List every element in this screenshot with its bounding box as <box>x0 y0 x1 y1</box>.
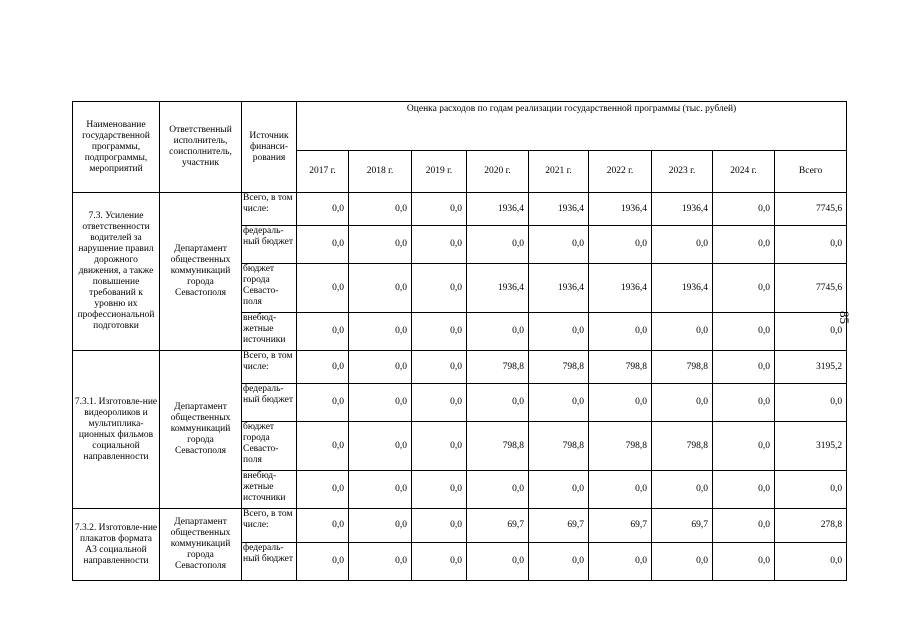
funding-source-cell: федераль-ный бюджет <box>242 226 297 264</box>
year-value-cell: 0,0 <box>589 471 652 509</box>
funding-source-cell: бюджет города Севасто-поля <box>242 422 297 471</box>
executor-cell: Департамент общественных коммуникаций города Севастополя <box>160 193 242 351</box>
year-value-cell: 0,0 <box>297 422 349 471</box>
year-value-cell: 798,8 <box>652 422 713 471</box>
year-value-cell: 0,0 <box>713 543 775 581</box>
header-name-cell <box>73 102 160 193</box>
year-value-cell: 0,0 <box>713 351 775 384</box>
year-value-cell: 0,0 <box>412 351 467 384</box>
budget-table <box>72 101 847 581</box>
total-value-cell: 0,0 <box>775 384 847 422</box>
funding-source-cell: Всего, в том числе: <box>242 509 297 543</box>
year-value-cell: 798,8 <box>467 422 529 471</box>
funding-source-cell: Всего, в том числе: <box>242 351 297 384</box>
year-value-cell: 0,0 <box>652 471 713 509</box>
header-year-cell: 2017 г. <box>297 151 349 193</box>
year-value-cell: 0,0 <box>412 193 467 226</box>
year-value-cell: 1936,4 <box>467 264 529 313</box>
year-value-cell: 0,0 <box>349 226 412 264</box>
total-value-cell: 278,8 <box>775 509 847 543</box>
year-value-cell: 0,0 <box>412 422 467 471</box>
header-year-cell: 2022 г. <box>589 151 652 193</box>
header-estimate-cell <box>297 102 847 151</box>
year-value-cell: 1936,4 <box>652 193 713 226</box>
table-row <box>73 351 847 384</box>
year-value-cell: 798,8 <box>467 351 529 384</box>
total-value-cell: 7745,6 <box>775 193 847 226</box>
year-value-cell: 0,0 <box>713 193 775 226</box>
year-value-cell: 0,0 <box>529 471 589 509</box>
funding-source-cell: внебюд-жетные источники <box>242 313 297 351</box>
year-value-cell: 0,0 <box>297 509 349 543</box>
year-value-cell: 0,0 <box>412 226 467 264</box>
year-value-cell: 0,0 <box>349 264 412 313</box>
year-value-cell: 0,0 <box>713 471 775 509</box>
table-row <box>73 509 847 543</box>
executor-cell: Департамент общественных коммуникаций города Севастополя <box>160 509 242 581</box>
total-value-cell: 0,0 <box>775 313 847 351</box>
year-value-cell: 0,0 <box>589 384 652 422</box>
year-value-cell: 0,0 <box>467 543 529 581</box>
year-value-cell: 798,8 <box>589 422 652 471</box>
year-value-cell: 0,0 <box>467 384 529 422</box>
total-value-cell: 0,0 <box>775 471 847 509</box>
program-name-cell: 7.3.1. Изготовле-ние видеороликов и мультиплика-ционных фильмов социальной направленности <box>73 351 160 509</box>
year-value-cell: 0,0 <box>349 422 412 471</box>
year-value-cell: 0,0 <box>297 384 349 422</box>
year-value-cell: 0,0 <box>297 226 349 264</box>
year-value-cell: 69,7 <box>652 509 713 543</box>
year-value-cell: 0,0 <box>412 313 467 351</box>
program-name-cell: 7.3.2. Изготовле-ние плакатов формата А3 социальной направленности <box>73 509 160 581</box>
year-value-cell: 69,7 <box>589 509 652 543</box>
header-year-cell: 2019 г. <box>412 151 467 193</box>
year-value-cell: 0,0 <box>297 471 349 509</box>
year-value-cell: 1936,4 <box>529 264 589 313</box>
total-value-cell: 0,0 <box>775 543 847 581</box>
year-value-cell: 0,0 <box>652 226 713 264</box>
header-source-cell <box>242 102 297 193</box>
header-year-cell: 2018 г. <box>349 151 412 193</box>
year-value-cell: 0,0 <box>652 313 713 351</box>
year-value-cell: 798,8 <box>589 351 652 384</box>
header-executor-cell <box>160 102 242 193</box>
year-value-cell: 0,0 <box>412 543 467 581</box>
year-value-cell: 798,8 <box>529 351 589 384</box>
year-value-cell: 0,0 <box>652 543 713 581</box>
year-value-cell: 0,0 <box>349 543 412 581</box>
year-value-cell: 0,0 <box>412 384 467 422</box>
year-value-cell: 0,0 <box>713 313 775 351</box>
year-value-cell: 69,7 <box>467 509 529 543</box>
funding-source-cell: федераль-ный бюджет <box>242 543 297 581</box>
year-value-cell: 0,0 <box>467 471 529 509</box>
year-value-cell: 0,0 <box>713 264 775 313</box>
header-year-cell: 2021 г. <box>529 151 589 193</box>
year-value-cell: 0,0 <box>297 264 349 313</box>
year-value-cell: 0,0 <box>713 384 775 422</box>
funding-source-cell: внебюд-жетные источники <box>242 471 297 509</box>
page-number: 85 <box>837 311 852 324</box>
header-estimate-label: Оценка расходов по годам реализации государственной программы (тыс. рублей) <box>406 104 737 114</box>
funding-source-cell: бюджет города Севасто-поля <box>242 264 297 313</box>
table-row <box>73 193 847 226</box>
year-value-cell: 1936,4 <box>589 193 652 226</box>
year-value-cell: 0,0 <box>589 313 652 351</box>
header-executor-label: Ответственный исполнитель, соисполнитель, участник <box>169 125 232 168</box>
year-value-cell: 0,0 <box>297 313 349 351</box>
year-value-cell: 0,0 <box>412 264 467 313</box>
year-value-cell: 1936,4 <box>467 193 529 226</box>
year-value-cell: 0,0 <box>297 543 349 581</box>
year-value-cell: 0,0 <box>349 313 412 351</box>
year-value-cell: 0,0 <box>297 351 349 384</box>
year-value-cell: 0,0 <box>652 384 713 422</box>
year-value-cell: 0,0 <box>467 313 529 351</box>
header-total-cell: Всего <box>775 151 847 193</box>
year-value-cell: 0,0 <box>349 471 412 509</box>
year-value-cell: 1936,4 <box>589 264 652 313</box>
header-year-cell: 2024 г. <box>713 151 775 193</box>
year-value-cell: 0,0 <box>412 471 467 509</box>
year-value-cell: 0,0 <box>529 226 589 264</box>
total-value-cell: 0,0 <box>775 226 847 264</box>
program-name-cell: 7.3. Усиление ответственности водителей за нарушение правил дорожного движения, а также повышение требований к уровню их профессиональной подготовки <box>73 193 160 351</box>
total-value-cell: 7745,6 <box>775 264 847 313</box>
year-value-cell: 0,0 <box>529 313 589 351</box>
year-value-cell: 0,0 <box>713 422 775 471</box>
total-value-cell: 3195,2 <box>775 351 847 384</box>
year-value-cell: 798,8 <box>529 422 589 471</box>
year-value-cell: 0,0 <box>349 384 412 422</box>
year-value-cell: 0,0 <box>349 351 412 384</box>
year-value-cell: 0,0 <box>349 193 412 226</box>
year-value-cell: 0,0 <box>467 226 529 264</box>
year-value-cell: 0,0 <box>349 509 412 543</box>
year-value-cell: 798,8 <box>652 351 713 384</box>
header-source-label: Источник финанси-рования <box>249 130 289 163</box>
year-value-cell: 0,0 <box>412 509 467 543</box>
year-value-cell: 0,0 <box>589 543 652 581</box>
year-value-cell: 0,0 <box>529 543 589 581</box>
header-year-cell: 2020 г. <box>467 151 529 193</box>
header-year-cell: 2023 г. <box>652 151 713 193</box>
year-value-cell: 0,0 <box>529 384 589 422</box>
executor-cell: Департамент общественных коммуникаций города Севастополя <box>160 351 242 509</box>
year-value-cell: 0,0 <box>713 509 775 543</box>
header-name-label: Наименование государственной программы, подпрограммы, мероприятий <box>82 119 150 174</box>
year-value-cell: 1936,4 <box>652 264 713 313</box>
funding-source-cell: федераль-ный бюджет <box>242 384 297 422</box>
year-value-cell: 1936,4 <box>529 193 589 226</box>
year-value-cell: 0,0 <box>297 193 349 226</box>
funding-source-cell: Всего, в том числе: <box>242 193 297 226</box>
total-value-cell: 3195,2 <box>775 422 847 471</box>
year-value-cell: 0,0 <box>589 226 652 264</box>
year-value-cell: 69,7 <box>529 509 589 543</box>
year-value-cell: 0,0 <box>713 226 775 264</box>
